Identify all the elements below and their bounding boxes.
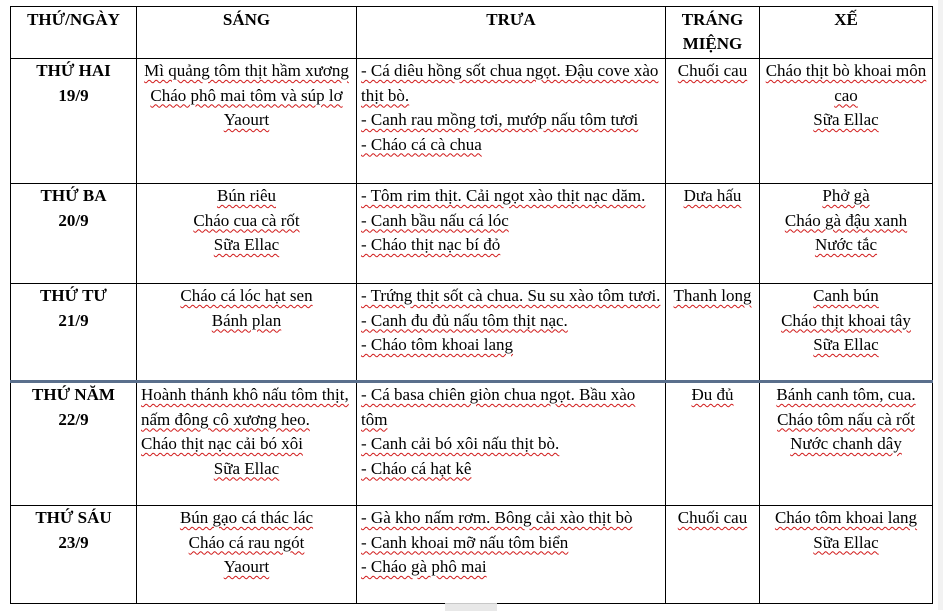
lunch-item: - Cháo thịt nạc bí đỏ — [361, 235, 501, 254]
morning-item: Bún riêu — [216, 186, 277, 205]
afternoon-item: Bánh canh tôm, cua. — [776, 385, 916, 404]
table-row — [11, 284, 933, 382]
morning-item: Hoành thánh khô nấu tôm thịt, nấm đông cô xương heo. — [141, 385, 349, 429]
dessert-item: Chuối cau — [677, 61, 748, 80]
day-cell — [11, 184, 137, 284]
afternoon-item: Cháo tôm nấu cà rốt — [777, 409, 915, 429]
day-name: THỨ HAI — [36, 61, 111, 80]
day-cell — [11, 284, 137, 382]
table-row — [11, 382, 933, 506]
vertical-scrollbar[interactable] — [938, 0, 943, 610]
header-dessert: TRÁNG MIỆNG — [666, 7, 760, 59]
dessert-cell — [666, 382, 760, 506]
afternoon-cell — [760, 59, 933, 184]
morning-cell — [137, 184, 357, 284]
afternoon-cell — [760, 382, 933, 506]
menu-page — [10, 6, 933, 604]
header-row — [11, 7, 933, 59]
header-morning: SÁNG — [137, 7, 357, 59]
lunch-item: - Canh cải bó xôi nấu thịt bò. — [361, 434, 560, 453]
afternoon-item: Sữa Ellac — [813, 335, 879, 354]
afternoon-cell — [760, 184, 933, 284]
dessert-cell — [666, 284, 760, 382]
morning-cell — [137, 284, 357, 382]
dessert-item: Thanh long — [673, 286, 752, 305]
afternoon-cell — [760, 284, 933, 382]
day-date: 19/9 — [58, 85, 89, 105]
morning-item: Cháo thịt nạc cải bó xôi — [141, 434, 303, 453]
lunch-item: - Cháo cá hạt kê — [361, 458, 472, 478]
morning-item: Mì quảng tôm thịt hầm xương — [144, 61, 349, 80]
day-name: THỨ SÁU — [35, 508, 112, 527]
lunch-item: - Gà kho nấm rơm. Bông cải xào thịt bò — [361, 508, 633, 527]
day-date: 23/9 — [58, 532, 89, 552]
table-row — [11, 506, 933, 604]
morning-item: Sữa Ellac — [213, 235, 280, 254]
day-date: 20/9 — [58, 210, 89, 230]
weekly-menu-table — [10, 6, 933, 604]
dessert-cell — [666, 184, 760, 284]
afternoon-item: Cháo thịt khoai tây — [781, 310, 911, 330]
lunch-cell — [357, 184, 666, 284]
header-afternoon: XẾ — [760, 7, 933, 59]
morning-cell — [137, 382, 357, 506]
dessert-item: Chuối cau — [677, 508, 748, 527]
day-name: THỨ NĂM — [32, 385, 115, 404]
afternoon-cell — [760, 506, 933, 604]
day-cell — [11, 506, 137, 604]
lunch-item: - Trứng thịt sốt cà chua. Su su xào tôm tươi. — [361, 286, 661, 305]
lunch-item: - Cháo gà phô mai — [361, 557, 487, 576]
dessert-item: Đu đủ — [691, 385, 734, 404]
lunch-cell — [357, 284, 666, 382]
lunch-item: - Cá diêu hồng sốt chua ngọt. Đậu cove xào thịt bò. — [361, 61, 659, 105]
morning-item: Bún gạo cá thác lác — [179, 508, 314, 527]
lunch-cell — [357, 506, 666, 604]
morning-item: Cháo cá lóc hạt sen — [180, 286, 313, 305]
lunch-item: - Tôm rim thịt. Cải ngọt xào thịt nạc dăm. — [361, 186, 646, 205]
day-name: THỨ BA — [40, 186, 107, 205]
afternoon-item: Canh bún — [813, 286, 879, 305]
morning-cell — [137, 506, 357, 604]
afternoon-item: Cháo thịt bò khoai môn cao — [765, 61, 927, 105]
morning-item: Cháo cá rau ngót — [188, 532, 305, 552]
morning-item: Sữa Ellac — [213, 458, 280, 478]
day-date: 21/9 — [58, 310, 89, 330]
morning-item: Bánh plan — [211, 310, 282, 330]
afternoon-item: Cháo tôm khoai lang — [774, 508, 918, 527]
lunch-cell — [357, 59, 666, 184]
lunch-cell — [357, 382, 666, 506]
morning-item: Yaourt — [223, 110, 270, 129]
morning-item: Yaourt — [223, 557, 270, 576]
morning-cell — [137, 59, 357, 184]
morning-item: Cháo cua cà rốt — [193, 210, 300, 230]
day-cell — [11, 59, 137, 184]
afternoon-item: Nước tắc — [814, 235, 878, 254]
afternoon-item: Sữa Ellac — [813, 110, 879, 129]
dessert-cell — [666, 506, 760, 604]
day-cell — [11, 382, 137, 506]
table-row — [11, 184, 933, 284]
lunch-item: - Cháo cá cà chua — [361, 134, 482, 154]
table-row — [11, 59, 933, 184]
day-name: THỨ TƯ — [40, 286, 107, 305]
dessert-item: Dưa hấu — [683, 186, 742, 205]
lunch-item: - Canh khoai mỡ nấu tôm biển — [361, 532, 569, 552]
dessert-cell — [666, 59, 760, 184]
day-date: 22/9 — [58, 409, 89, 429]
afternoon-item: Sữa Ellac — [813, 532, 879, 552]
header-day: THỨ/NGÀY — [11, 7, 137, 59]
afternoon-item: Nước chanh dây — [790, 434, 902, 453]
header-lunch: TRƯA — [357, 7, 666, 59]
afternoon-item: Cháo gà đậu xanh — [784, 210, 908, 230]
lunch-item: - Cá basa chiên giòn chua ngọt. Bầu xào tôm — [361, 385, 636, 429]
afternoon-item: Phở gà — [822, 186, 870, 205]
lunch-item: - Canh rau mồng tơi, mướp nấu tôm tươi — [361, 110, 639, 129]
morning-item: Cháo phô mai tôm và súp lơ — [150, 85, 343, 105]
lunch-item: - Canh bầu nấu cá lóc — [361, 210, 509, 230]
lunch-item: - Cháo tôm khoai lang — [361, 335, 514, 354]
lunch-item: - Canh đu đủ nấu tôm thịt nạc. — [361, 310, 568, 330]
